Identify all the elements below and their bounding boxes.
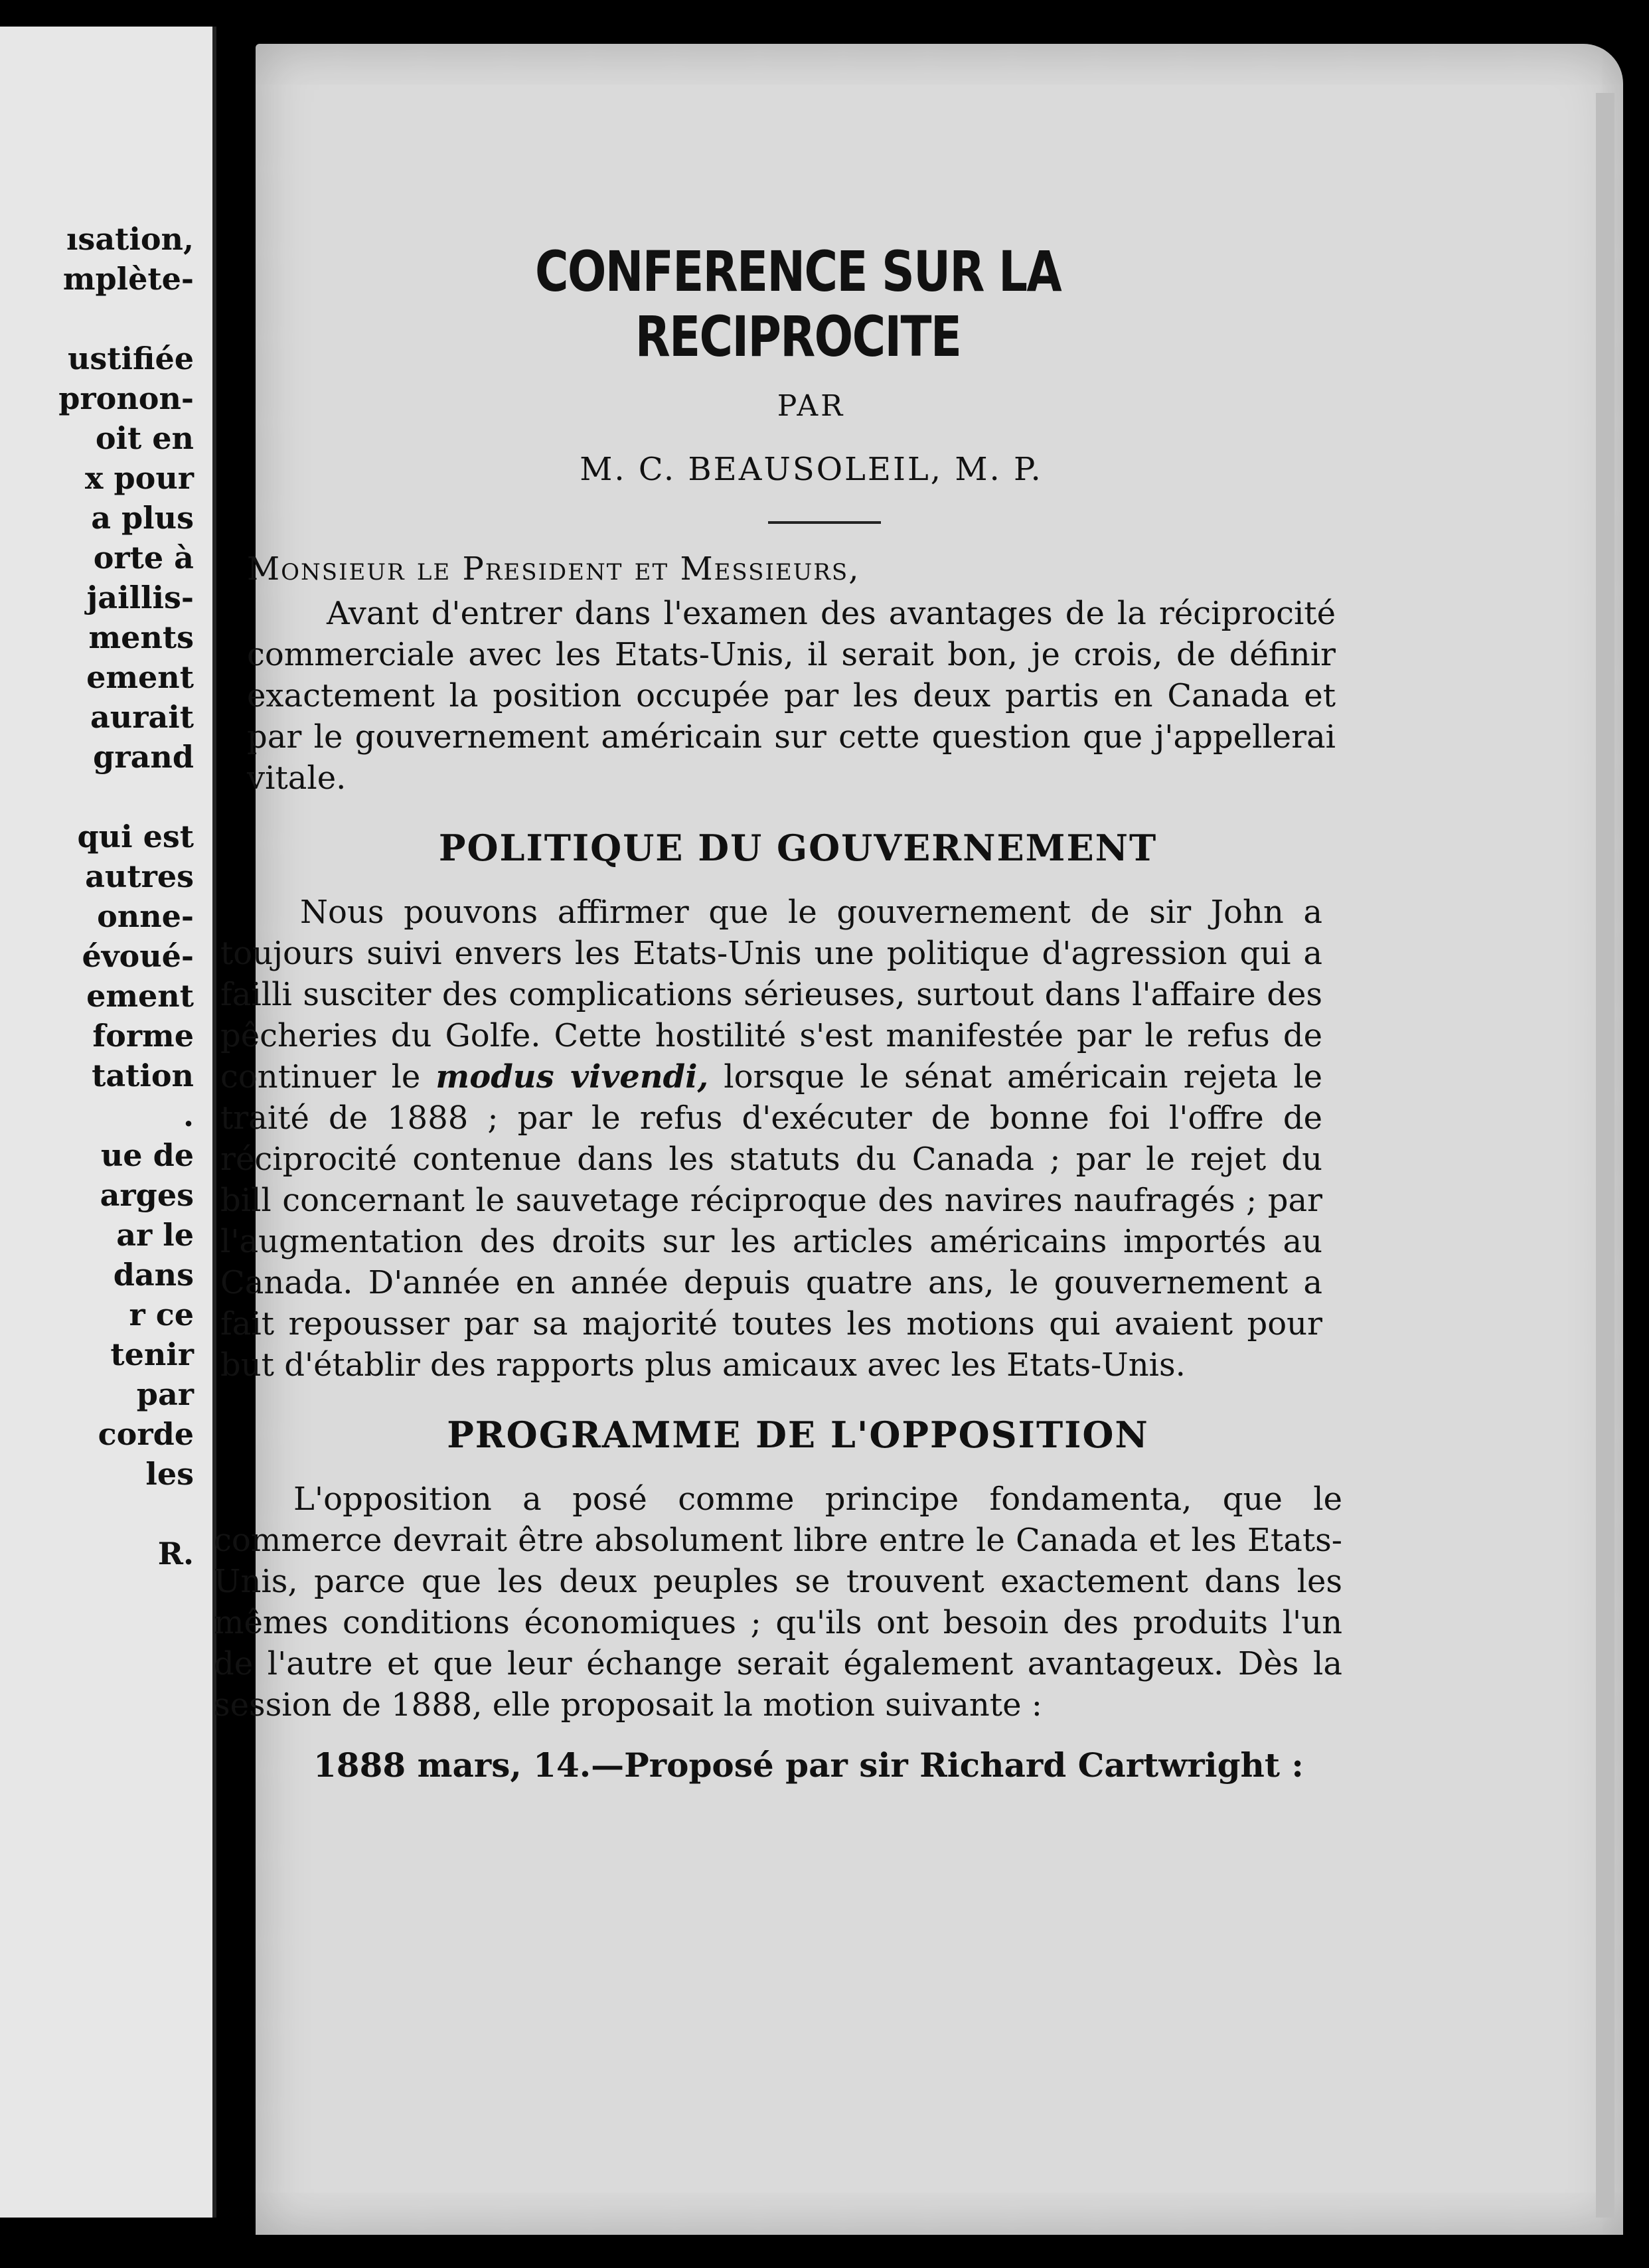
previous-page-line (0, 777, 194, 817)
previous-page-text (0, 219, 194, 1574)
government-paragraph (220, 892, 1322, 1386)
page-content (214, 239, 1342, 1785)
motion-line: 1888 mars, 14.—Proposé par sir Richard Cartwright : (313, 1745, 1304, 1785)
previous-page-line: arges (100, 1177, 194, 1213)
previous-page-line: a plus (91, 500, 194, 536)
document-title: CONFERENCE SUR LA RECIPROCITE (534, 239, 1061, 369)
previous-page-line: autres (85, 858, 194, 894)
previous-page-line: ement (86, 659, 194, 695)
intro-paragraph: Avant d'entrer dans l'examen des avantages de la réciprocité commerciale avec les Etats-Unis, il serait bon, je crois, de définir exactement la position occupée par les deux partis en Canada et par le gouvernement américain sur cette question que j'appellerai vitale. (247, 595, 1336, 797)
previous-page-line: . (183, 1097, 194, 1133)
section-heading-opposition: PROGRAMME DE L'OPPOSITION (447, 1414, 1149, 1456)
previous-page-line: jaillis- (86, 580, 194, 615)
modus-vivendi-term: modus vivendi, (435, 1058, 709, 1095)
previous-page-line: ustifiée (67, 341, 194, 376)
previous-page-line: ement (86, 978, 194, 1014)
government-paragraph-part2: lorsque le sénat américain rejeta le traité de 1888 ; par le refus d'exécuter de bonne foi l'offre de réciprocité contenue dans les statuts du Canada ; par le rejet du bill concernant le sauvetage réciproque des navires naufragés ; par l'augmentation des droits sur les articles américains importés au Canada. D'année en année depuis quatre ans, le gouvernement a fait repousser par sa majorité toutes les motions qui avaient pour but d'établir des rapports plus amicaux avec les Etats-Unis. (220, 1058, 1323, 1384)
previous-page-line: tenir (110, 1336, 194, 1372)
title-divider (768, 521, 881, 524)
page-edge (1596, 93, 1614, 2218)
previous-page-line: tation (92, 1058, 194, 1094)
previous-page-line (0, 299, 194, 339)
previous-page-line: par (136, 1376, 194, 1412)
government-paragraph-part1: Nous pouvons affirmer que le gouvernement de sir John a toujours suivi envers les Etats-Unis une politique d'agression qui a failli susciter des complications sérieuses, surtout dans l'affaire des pêcheries du Golfe. Cette hostilité s'est manifestée par le refus de continuer le (220, 894, 1322, 1095)
previous-page-line: évoué- (82, 938, 194, 974)
previous-page-line: grand (93, 739, 194, 775)
previous-page-fragment (0, 27, 216, 2218)
previous-page-line: forme (92, 1018, 194, 1054)
previous-page-line: les (145, 1456, 194, 1492)
author-name: M. C. BEAUSOLEIL, M. P. (580, 451, 1043, 488)
byline-par: PAR (777, 389, 846, 423)
previous-page-line: ısation, (66, 221, 194, 257)
previous-page-line: ar le (116, 1217, 194, 1253)
previous-page-line: dans (113, 1257, 194, 1293)
previous-page-line: oit en (95, 420, 194, 456)
previous-page-line: ue de (100, 1137, 194, 1173)
previous-page-line: qui est (77, 819, 194, 854)
previous-page-line: mplète- (62, 261, 194, 297)
previous-page-line: pronon- (58, 380, 194, 416)
previous-page-line: x pour (85, 460, 194, 496)
previous-page-line: ments (88, 619, 194, 655)
previous-page-line: R. (157, 1536, 194, 1572)
previous-page-line (0, 1494, 194, 1534)
previous-page-line: orte à (93, 540, 194, 576)
previous-page-line: corde (98, 1416, 194, 1452)
opposition-paragraph: L'opposition a posé comme principe fondamenta, que le commerce devrait être absolument libre entre le Canada et les Etats-Unis, parce que les deux peuples se trouvent exactement dans les mêmes conditions économiques ; qu'ils ont besoin des produits l'un de l'autre et que leur échange serait également avantageux. Dès la session de 1888, elle proposait la motion suivante : (214, 1481, 1342, 1724)
previous-page-line: r ce (129, 1297, 194, 1333)
previous-page-line: onne- (97, 898, 194, 934)
salutation: Monsieur le President et Messieurs, (247, 550, 860, 588)
previous-page-line: aurait (90, 699, 194, 735)
section-heading-government: POLITIQUE DU GOUVERNEMENT (438, 827, 1158, 869)
